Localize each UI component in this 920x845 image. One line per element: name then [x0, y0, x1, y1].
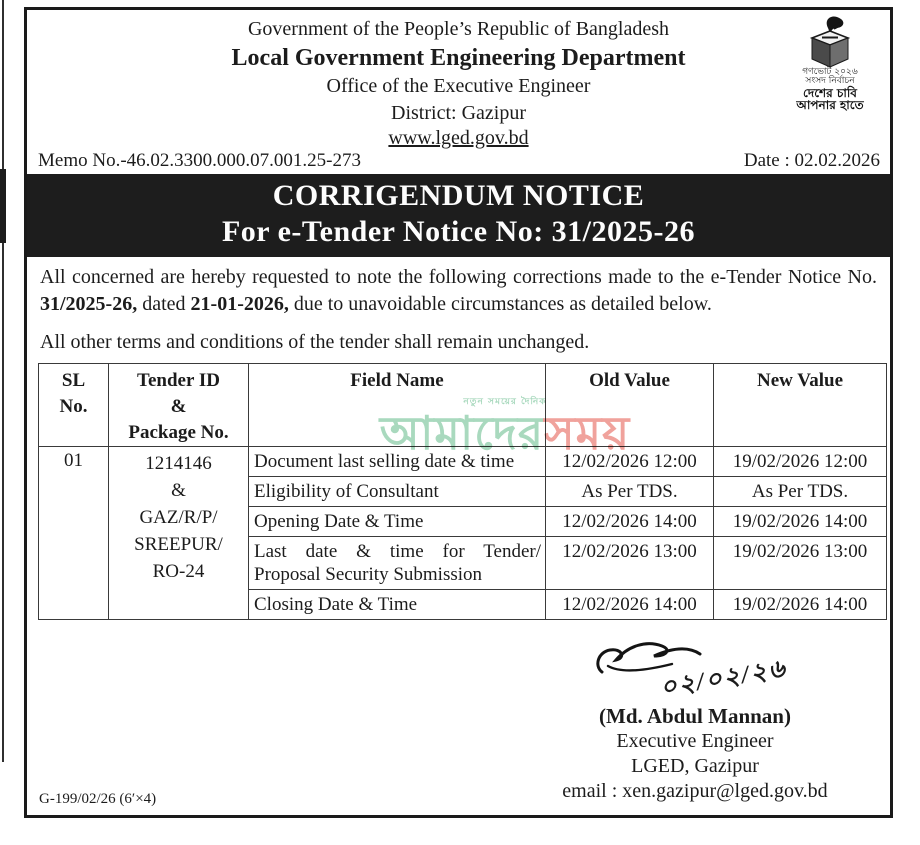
notice-banner — [27, 174, 890, 257]
col-header-old-value: Old Value — [546, 364, 714, 447]
letterhead — [27, 10, 890, 150]
memo-row — [27, 150, 890, 172]
new-value-cell: 19/02/2026 13:00 — [714, 537, 887, 590]
corrections-table — [38, 363, 887, 620]
logo-text-line3: দেশের চাবি — [803, 85, 857, 100]
logo-text-line2: সংসদ নির্বাচন — [805, 76, 855, 87]
table-header-row — [39, 364, 887, 447]
logo-text-line4: আপনার হাতে — [796, 98, 864, 113]
banner-subtitle: For e-Tender Notice No: 31/2025-26 — [221, 215, 696, 248]
election-logo — [784, 14, 876, 112]
new-value-cell: As Per TDS. — [714, 477, 887, 507]
intro-paragraph — [27, 264, 890, 318]
district-line: District: Gazipur — [391, 102, 526, 124]
table-row — [39, 447, 887, 477]
terms-paragraph: All other terms and conditions of the tender shall remain unchanged. — [40, 331, 590, 353]
col-header-new-value: New Value — [714, 364, 887, 447]
old-value-cell: 12/02/2026 14:00 — [546, 590, 714, 620]
intro-text-3: due to unavoidable circumstances as detailed below. — [288, 293, 712, 315]
tender-notice-number: 31/2025-26, — [40, 293, 138, 315]
intro-text-2: dated — [137, 293, 191, 315]
notice-date: Date : 02.02.2026 — [743, 150, 880, 171]
field-name-cell: Document last selling date & time — [249, 447, 546, 477]
handwritten-signature — [510, 632, 880, 704]
signatory-email: email : xen.gazipur@lged.gov.bd — [562, 780, 828, 802]
signatory-org: LGED, Gazipur — [631, 755, 759, 777]
website-line — [27, 127, 890, 150]
signature-block — [510, 632, 880, 804]
new-value-cell: 19/02/2026 12:00 — [714, 447, 887, 477]
tender-id-cell: 1214146 & GAZ/R/P/ SREEPUR/ RO-24 — [109, 447, 249, 620]
banner-title: CORRIGENDUM NOTICE — [272, 179, 645, 212]
field-name-cell: Opening Date & Time — [249, 507, 546, 537]
adjacent-column-rule — [2, 0, 4, 762]
col-header-field-name: Field Name — [249, 364, 546, 447]
website-url: www.lged.gov.bd — [388, 127, 529, 149]
field-name-cell: Eligibility of Consultant — [249, 477, 546, 507]
government-line: Government of the People’s Republic of Bangladesh — [247, 18, 669, 40]
print-code: G-199/02/26 (6′×4) — [39, 791, 157, 807]
corrigendum-notice-box — [24, 7, 893, 818]
watermark-tagline: নতুন সময়ের দৈনিক — [463, 397, 547, 407]
intro-text-1: All concerned are hereby requested to note the following corrections made to the e-Tender Notice No. — [40, 266, 877, 288]
signatory-title: Executive Engineer — [616, 730, 774, 752]
memo-number: Memo No.-46.02.3300.000.07.001.25-273 — [38, 150, 361, 171]
adjacent-column-banner-fragment — [0, 169, 6, 243]
signatory-name: (Md. Abdul Mannan) — [599, 704, 791, 728]
old-value-cell: As Per TDS. — [546, 477, 714, 507]
department-name: Local Government Engineering Department — [231, 45, 686, 71]
col-header-tender-id: Tender ID & Package No. — [109, 364, 249, 447]
handwritten-date: ০২/০২/২৬ — [658, 655, 789, 702]
new-value-cell: 19/02/2026 14:00 — [714, 590, 887, 620]
sl-number-cell: 01 — [39, 447, 109, 620]
old-value-cell: 12/02/2026 14:00 — [546, 507, 714, 537]
watermark-logotype: আমাদেরসময় — [379, 406, 631, 460]
field-name-cell: Closing Date & Time — [249, 590, 546, 620]
logo-text-line1: গণভোট ২০২৬ — [802, 67, 858, 77]
old-value-cell: 12/02/2026 13:00 — [546, 537, 714, 590]
tender-notice-date: 21-01-2026, — [190, 293, 289, 315]
new-value-cell: 19/02/2026 14:00 — [714, 507, 887, 537]
old-value-cell: 12/02/2026 12:00 — [546, 447, 714, 477]
col-header-sl: SL No. — [39, 364, 109, 447]
office-line: Office of the Executive Engineer — [326, 75, 591, 97]
ballot-box-icon — [804, 14, 856, 68]
field-name-cell: Last date & time for Tender/ Proposal Security Submission — [249, 537, 546, 590]
